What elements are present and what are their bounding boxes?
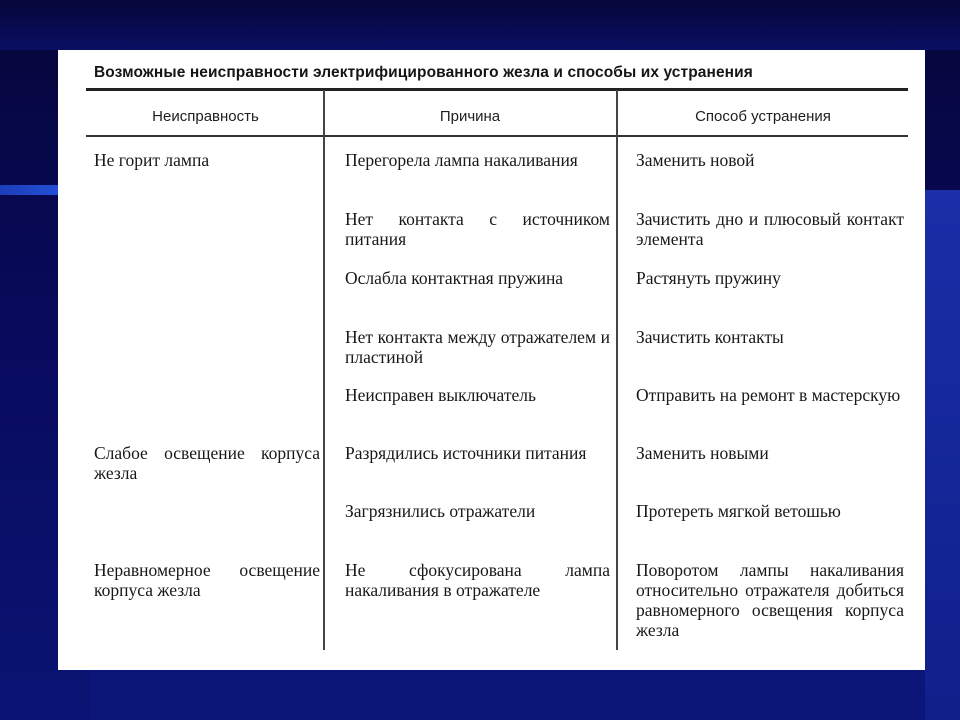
row-8-cause: Не сфокусирована лампа накаливания в отражателе [345,560,610,600]
row-7-cause: Загрязнились отражатели [345,501,536,521]
table-title: Возможные неисправности электрифицированного жезла и способы их устранения [94,64,753,81]
row-6-remedy: Заменить новыми [636,443,769,463]
row-1-fault: Не горит лампа [94,150,210,170]
table-header-rule [86,135,908,137]
row-6-cause: Разрядились источники питания [345,443,587,463]
row-4-remedy: Зачистить контакты [636,327,784,347]
row-4-cause: Нет контакта между отражателем и пластиной [345,327,610,367]
row-1-cause: Перегорела лампа накаливания [345,150,578,170]
row-5-remedy: Отправить на ремонт в мастерскую [636,385,901,405]
row-8-fault: Неравномерное освещение корпуса жезла [94,560,320,600]
row-2-cause: Нет контакта с источником питания [345,209,610,249]
header-fault: Неисправность [152,108,259,125]
row-5-cause: Неисправен выключатель [345,385,536,405]
slide-decor-band-bottom [90,670,925,720]
slide-decor-accent-left [0,185,60,195]
column-divider-2 [616,90,618,650]
header-cause: Причина [439,108,501,125]
header-remedy: Способ устранения [695,108,831,125]
scanned-table-image [58,50,925,670]
row-3-cause: Ослабла контактная пружина [345,268,564,288]
row-6-fault: Слабое освещение корпуса жезла [94,443,320,483]
slide-background-band-top [0,0,960,50]
slide-decor-band-right [925,190,960,720]
column-divider-1 [323,90,325,650]
row-3-remedy: Растянуть пружину [636,268,781,288]
row-2-remedy: Зачистить дно и плюсовый контакт элемента [636,209,904,249]
row-7-remedy: Протереть мягкой ветошью [636,501,841,521]
row-8-remedy: Поворотом лампы накаливания относительно отражателя добиться равномерного освещения корпуса жезла [636,560,904,640]
row-1-remedy: Заменить новой [636,150,755,170]
table-top-rule [86,88,908,91]
